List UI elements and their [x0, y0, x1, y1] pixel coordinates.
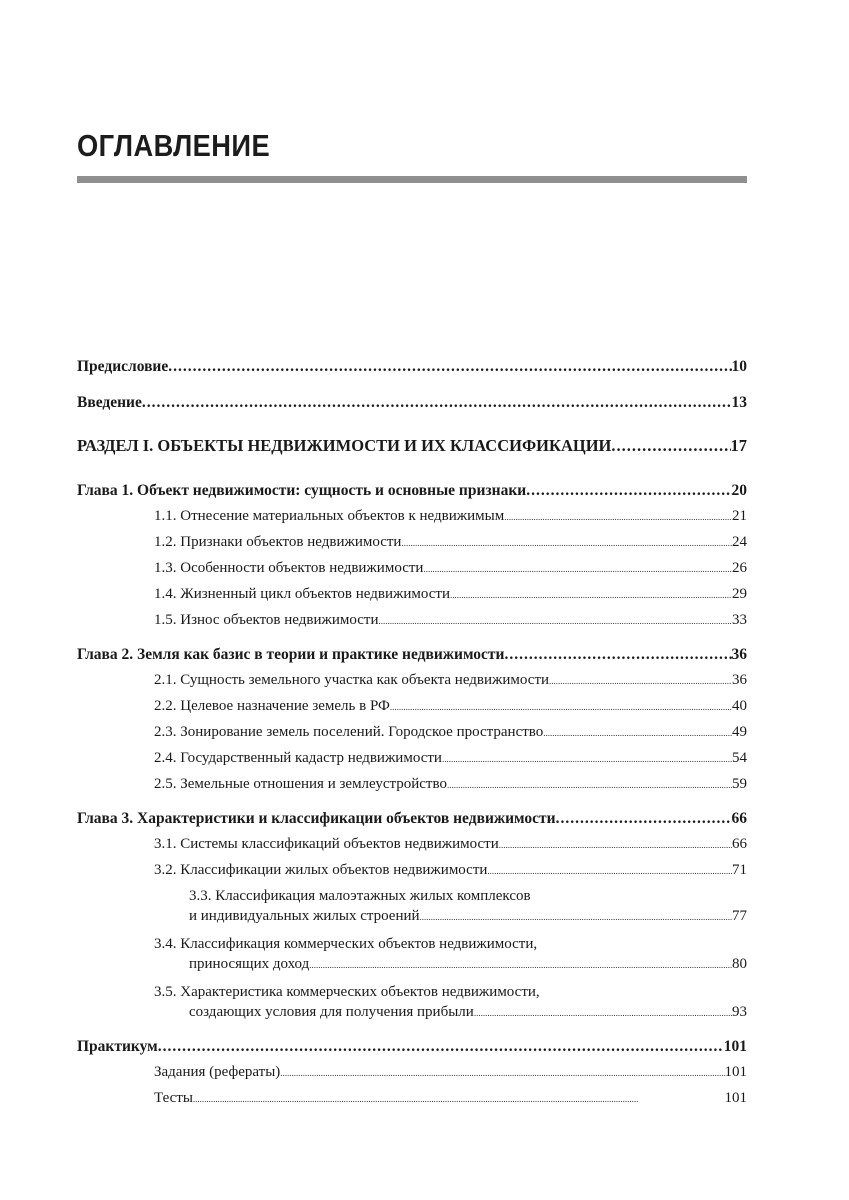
toc-entry-1-3[interactable]: 1.3. Особенности объектов недвижимости ..... 26 [77, 560, 747, 577]
toc-entry-assignments[interactable]: Задания (рефераты) ..... 101 [77, 1064, 747, 1081]
toc-entry-1-2[interactable]: 1.2. Признаки объектов недвижимости ..... 24 [77, 534, 747, 551]
toc-entry-2-1[interactable]: 2.1. Сущность земельного участка как объекта недвижимости ..... 36 [77, 672, 747, 689]
title-underline [77, 176, 747, 183]
toc-entry-3-4[interactable]: приносящих доход ..... 80 [77, 956, 747, 973]
toc-entry-2-5[interactable]: 2.5. Земельные отношения и землеустройство ..... 59 [77, 776, 747, 793]
toc-entry-section-1[interactable]: РАЗДЕЛ I. ОБЪЕКТЫ НЕДВИЖИМОСТИ И ИХ КЛАССИФИКАЦИИ ..... 17 [77, 436, 747, 456]
toc-entry-3-4-first-line: 3.4. Классификация коммерческих объектов недвижимости, [154, 936, 538, 952]
toc-entry-3-3-first-line: 3.3. Классификация малоэтажных жилых комплексов [189, 888, 531, 904]
toc-entry-preface[interactable]: Предисловие ..... 10 [77, 358, 747, 376]
toc-entry-2-3[interactable]: 2.3. Зонирование земель поселений. Городское пространство ..... 49 [77, 724, 747, 741]
toc-entry-3-1[interactable]: 3.1. Системы классификаций объектов недвижимости ..... 66 [77, 836, 747, 853]
page-title: ОГЛАВЛЕНИЕ [77, 128, 271, 163]
toc-entry-chapter-3[interactable]: Глава 3. Характеристики и классификации объектов недвижимости ..... 66 [77, 810, 747, 828]
toc-entry-practicum[interactable]: Практикум ..... 101 [77, 1038, 747, 1056]
toc-entry-1-1[interactable]: 1.1. Отнесение материальных объектов к недвижимым ..... 21 [77, 508, 747, 525]
toc-entry-tests[interactable]: Тесты ..... 101 [77, 1090, 747, 1107]
toc-entry-chapter-1[interactable]: Глава 1. Объект недвижимости: сущность и основные признаки ..... 20 [77, 482, 747, 500]
toc-entry-1-5[interactable]: 1.5. Износ объектов недвижимости ..... 33 [77, 612, 747, 629]
toc-entry-3-5-first-line: 3.5. Характеристика коммерческих объектов недвижимости, [154, 984, 540, 1000]
toc-entry-2-2[interactable]: 2.2. Целевое назначение земель в РФ ..... 40 [77, 698, 747, 715]
toc-entry-intro[interactable]: Введение ..... 13 [77, 394, 747, 412]
toc-entry-3-5[interactable]: создающих условия для получения прибыли ..... 93 [77, 1004, 747, 1021]
toc-entry-1-4[interactable]: 1.4. Жизненный цикл объектов недвижимости ..... 29 [77, 586, 747, 603]
toc-entry-chapter-2[interactable]: Глава 2. Земля как базис в теории и практике недвижимости ..... 36 [77, 646, 747, 664]
toc-entry-3-2[interactable]: 3.2. Классификации жилых объектов недвижимости ..... 71 [77, 862, 747, 879]
toc-entry-2-4[interactable]: 2.4. Государственный кадастр недвижимости ..... 54 [77, 750, 747, 767]
toc-entry-3-3[interactable]: и индивидуальных жилых строений ..... 77 [77, 908, 747, 925]
